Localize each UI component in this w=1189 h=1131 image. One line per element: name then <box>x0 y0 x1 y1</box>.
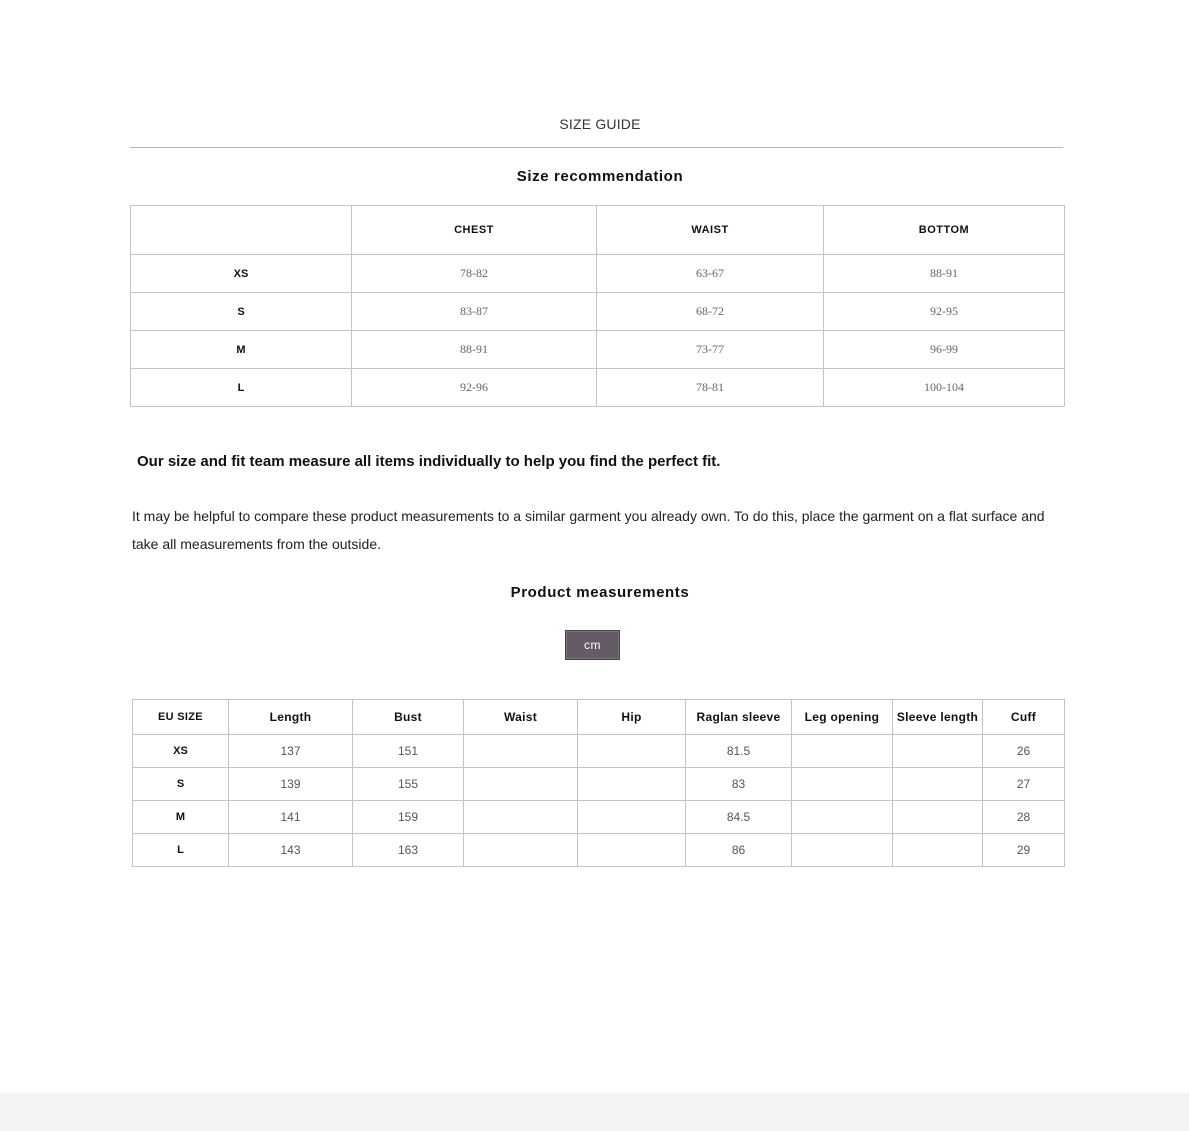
table-cell: 143 <box>229 834 353 867</box>
table-row <box>133 768 1065 801</box>
table-cell <box>578 735 686 768</box>
size-label: S <box>131 293 352 331</box>
column-header-waist: WAIST <box>597 206 824 255</box>
column-header-bust: Bust <box>353 700 464 735</box>
size-label: L <box>131 369 352 407</box>
table-cell <box>792 834 893 867</box>
table-row <box>131 255 1065 293</box>
size-label: M <box>131 331 352 369</box>
table-cell: 88-91 <box>824 255 1065 293</box>
table-cell: 73-77 <box>597 331 824 369</box>
table-cell: 163 <box>353 834 464 867</box>
column-header-cuff: Cuff <box>983 700 1065 735</box>
column-header-waist: Waist <box>464 700 578 735</box>
size-label: L <box>133 834 229 867</box>
column-header-raglan-sleeve: Raglan sleeve <box>686 700 792 735</box>
column-header-chest: CHEST <box>352 206 597 255</box>
table-cell <box>578 834 686 867</box>
table-cell: 84.5 <box>686 801 792 834</box>
size-label: XS <box>131 255 352 293</box>
table-header-row <box>133 700 1065 735</box>
table-cell: 139 <box>229 768 353 801</box>
table-row <box>131 293 1065 331</box>
table-cell: 81.5 <box>686 735 792 768</box>
table-cell <box>464 801 578 834</box>
table-cell: 88-91 <box>352 331 597 369</box>
measurement-instructions: It may be helpful to compare these product measurements to a similar garment you already own. To do this, place the garment on a flat surface and take all measurements from the outside. <box>132 508 1045 552</box>
column-header-leg-opening: Leg opening <box>792 700 893 735</box>
table-row <box>133 834 1065 867</box>
column-header-bottom: BOTTOM <box>824 206 1065 255</box>
size-label: S <box>133 768 229 801</box>
table-cell: 86 <box>686 834 792 867</box>
table-cell: 137 <box>229 735 353 768</box>
table-cell: 26 <box>983 735 1065 768</box>
size-label: XS <box>133 735 229 768</box>
table-cell: 100-104 <box>824 369 1065 407</box>
table-cell <box>464 834 578 867</box>
title-divider <box>130 147 1063 148</box>
product-measurements-table <box>132 699 1065 867</box>
table-cell: 68-72 <box>597 293 824 331</box>
size-recommendation-heading: Size recommendation <box>516 168 684 185</box>
table-header-row <box>131 206 1065 255</box>
table-cell: 27 <box>983 768 1065 801</box>
table-row <box>133 801 1065 834</box>
column-header-eu-size: EU SIZE <box>133 700 229 735</box>
table-cell: 151 <box>353 735 464 768</box>
table-cell: 83 <box>686 768 792 801</box>
table-cell <box>792 801 893 834</box>
size-recommendation-table <box>130 205 1065 407</box>
table-cell: 28 <box>983 801 1065 834</box>
table-cell: 78-81 <box>597 369 824 407</box>
column-header-hip: Hip <box>578 700 686 735</box>
table-cell <box>792 735 893 768</box>
table-cell: 83-87 <box>352 293 597 331</box>
table-cell <box>578 768 686 801</box>
table-cell <box>893 768 983 801</box>
table-cell <box>893 735 983 768</box>
column-header-length: Length <box>229 700 353 735</box>
table-cell: 159 <box>353 801 464 834</box>
table-cell: 92-96 <box>352 369 597 407</box>
table-cell <box>792 768 893 801</box>
table-cell <box>464 735 578 768</box>
table-cell: 155 <box>353 768 464 801</box>
table-row <box>131 369 1065 407</box>
fit-team-statement: Our size and fit team measure all items individually to help you find the perfect fit. <box>137 453 721 470</box>
table-cell: 29 <box>983 834 1065 867</box>
table-row <box>133 735 1065 768</box>
column-header <box>131 206 352 255</box>
unit-toggle-cm-button[interactable]: cm <box>565 630 620 660</box>
size-label: M <box>133 801 229 834</box>
table-cell <box>464 768 578 801</box>
table-cell: 141 <box>229 801 353 834</box>
table-cell <box>893 801 983 834</box>
table-cell <box>893 834 983 867</box>
product-measurements-heading: Product measurements <box>510 584 690 601</box>
table-cell: 63-67 <box>597 255 824 293</box>
table-cell: 78-82 <box>352 255 597 293</box>
footer-band <box>0 1093 1189 1131</box>
table-cell: 96-99 <box>824 331 1065 369</box>
table-cell <box>578 801 686 834</box>
column-header-sleeve-length: Sleeve length <box>893 700 983 735</box>
page-title: SIZE GUIDE <box>559 116 641 132</box>
table-row <box>131 331 1065 369</box>
table-cell: 92-95 <box>824 293 1065 331</box>
